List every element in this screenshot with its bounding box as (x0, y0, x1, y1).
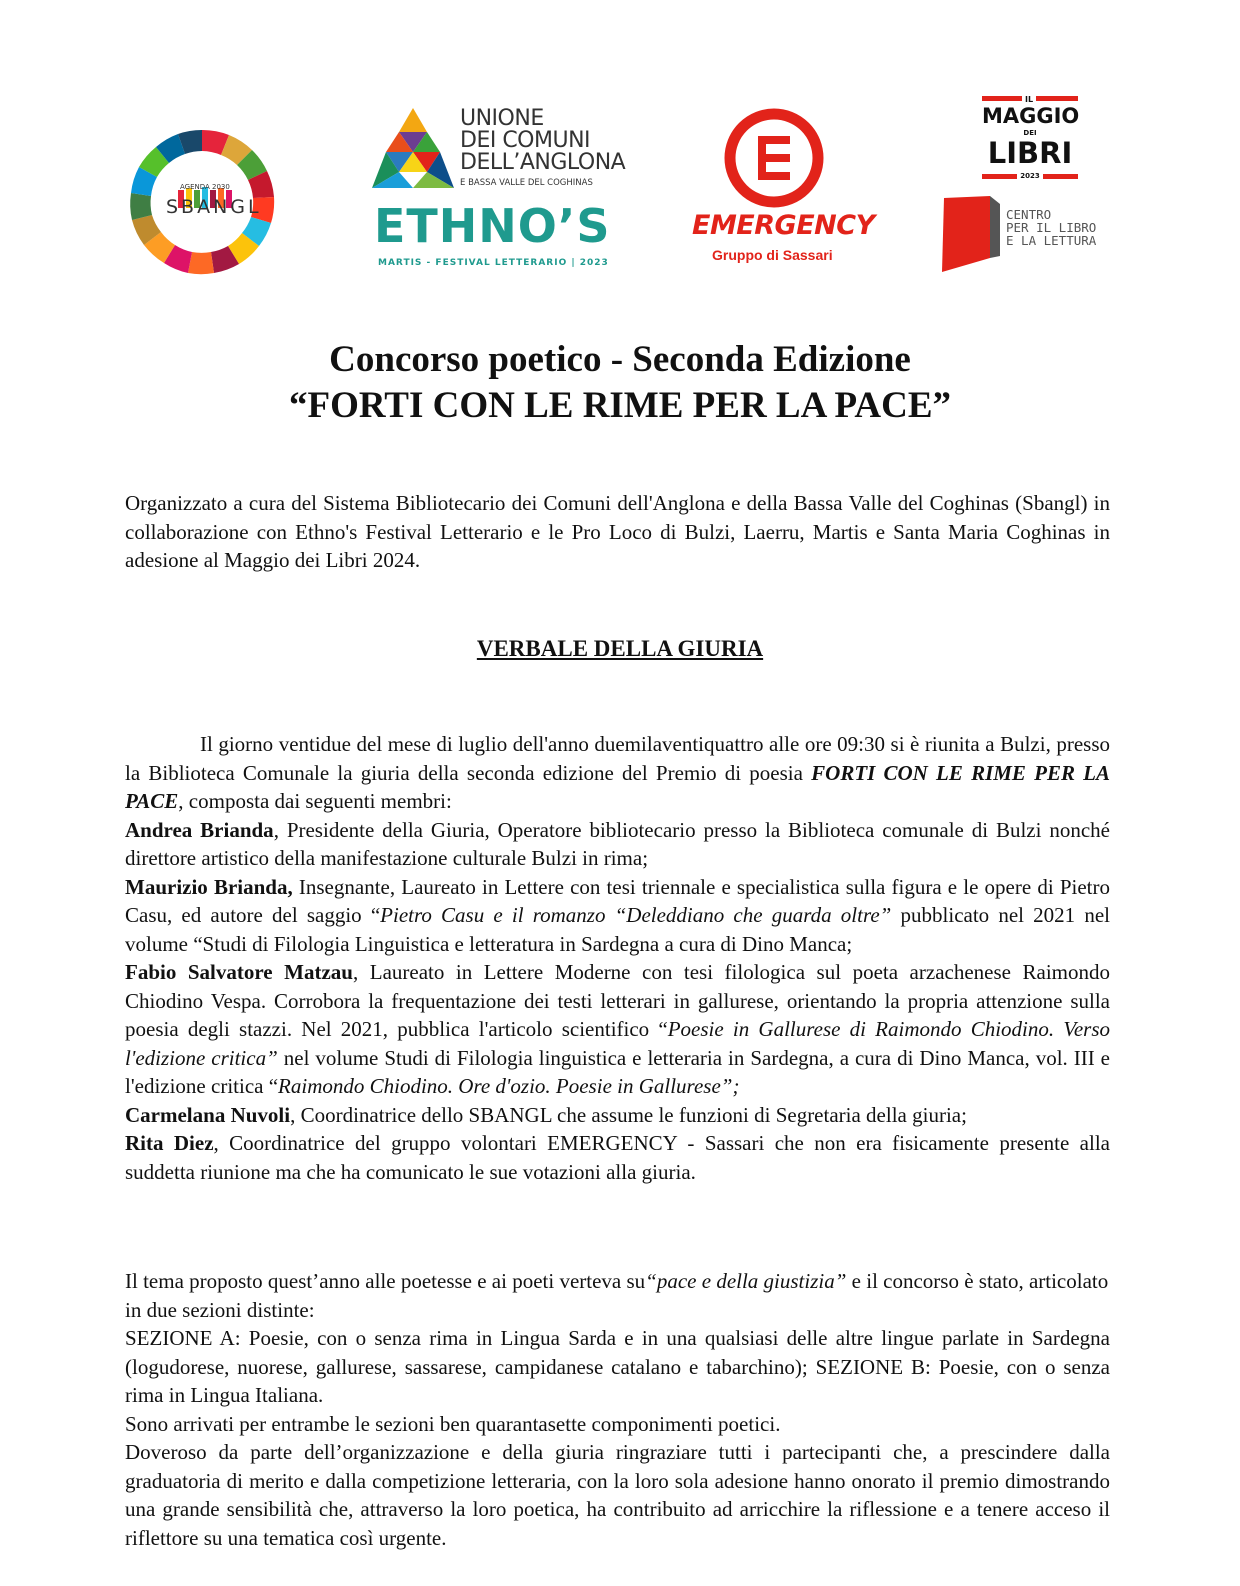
entries-count: Sono arrivati per entrambe le sezioni ben quarantasette componimenti poetici. (125, 1411, 781, 1436)
maggio-word: MAGGIO (982, 104, 1080, 128)
member-3-edition-title: Raimondo Chiodino. Ore d'ozio. Poesie in Gallurese”; (278, 1074, 740, 1098)
ethnos-logo (374, 199, 614, 272)
centro-line-1: CENTRO (1006, 207, 1052, 222)
maggio-year (982, 172, 1078, 180)
unione-line-2: DEI COMUNI (460, 128, 591, 153)
red-book-icon (940, 196, 1002, 272)
member-5-bio: , Coordinatrice del gruppo volontari EMERGENCY - Sassari che non era fisicamente presente alla suddetta riunione ma che ha comunicato le sue votazioni alla giuria. (125, 1131, 1110, 1184)
unione-line-1: UNIONE (460, 106, 544, 131)
member-3-bio-b: nel volume Studi di Filologia linguistica e letteraria in Sardegna, a cura di Dino Manca, vol. III e l'edizione critica “ (125, 1045, 1111, 1098)
theme-section (125, 1267, 1110, 1552)
maggio-year-text: 2023 (1017, 172, 1042, 180)
opening-text: Il giorno ventidue del mese di luglio dell'anno duemilaventiquattro alle ore 09:30 si è riunita a Bulzi, presso la Biblioteca Comunale la giuria della seconda edizione del Premio di poesia (125, 732, 1110, 785)
verbale-heading: VERBALE DELLA GIURIA (476, 636, 764, 661)
member-2-essay-title: Pietro Casu e il romanzo “Deleddiano che guarda oltre” (380, 903, 892, 927)
title-line-2: “FORTI CON LE RIME PER LA PACE” (288, 385, 951, 426)
sections-description: SEZIONE A: Poesie, con o senza rima in Lingua Sarda e in una qualsiasi delle altre lingue parlate in Sardegna (logudorese, nuorese, gallurese, sassarese, campidanese catalano e tabarchino); SEZIONE B: Poesie, con o senza rima in Lingua Italiana. (125, 1326, 1110, 1407)
member-2-name: Maurizio Brianda, (125, 874, 293, 899)
emergency-logo (686, 108, 875, 268)
maggio-il: IL (1022, 95, 1036, 104)
member-4-name: Carmelana Nuvoli (125, 1102, 291, 1127)
title-line-1: Concorso poetico - Seconda Edizione (329, 339, 911, 380)
unione-comuni-logo (372, 108, 632, 188)
member-3-article-title: Poesie in Gallurese di Raimondo Chiodino. Verso l'edizione critica” (125, 1017, 1110, 1070)
sbangl-label: SBANGL (166, 196, 262, 218)
member-1-name: Andrea Brianda (125, 817, 274, 842)
centro-libro-logo (940, 196, 1110, 276)
maggio-libri-logo (982, 96, 1078, 182)
emergency-subtitle: Gruppo di Sassari (712, 247, 833, 263)
verbale-body (125, 730, 1110, 1186)
member-5-name: Rita Diez (125, 1131, 214, 1155)
member-2-bio-a: Insegnante, Laureato in Lettere con tesi triennale e specialistica sulla figura e le opere di Pietro Casu, ed autore del saggio “ (125, 874, 1110, 927)
opening-text-end: , composta dai seguenti membri: (178, 789, 452, 813)
emergency-e-icon (686, 108, 862, 208)
emergency-wordmark: EMERGENCY (692, 210, 875, 241)
maggio-dei: DEI (1023, 129, 1037, 137)
ethnos-wordmark: ETHNO’S (374, 199, 611, 253)
unione-line-3: DELL’ANGLONA (460, 150, 626, 175)
triangle-mosaic-icon (372, 108, 454, 188)
member-1-bio: , Presidente della Giuria, Operatore bibliotecario presso la Biblioteca comunale di Bulzi nonché direttore artistico della manifestazione culturale Bulzi in rima; (125, 817, 1110, 870)
sbangl-logo (126, 128, 284, 276)
ethnos-subtitle: MARTIS - FESTIVAL LETTERARIO | 2023 (378, 258, 609, 268)
award-name: FORTI CON LE RIME PER LA PACE (125, 760, 1111, 813)
unione-line-4: E BASSA VALLE DEL COGHINAS (460, 178, 593, 188)
member-3-bio-a: , Laureato in Lettere Moderne con tesi filologica sul poeta arzachenese Raimondo Chiodino Vespa. Corrobora la frequentazione dei testi letterari in gallurese, orientando la propria attenzione sulla poesia degli stazzi. Nel 2021, pubblica l'articolo scientifico “ (125, 960, 1110, 1041)
member-4-bio: , Coordinatrice dello SBANGL che assume le funzioni di Segretaria della giuria; (290, 1102, 967, 1127)
theme-quote: “pace e della giustizia” (645, 1269, 847, 1293)
centro-line-2: PER IL LIBRO (1006, 220, 1097, 235)
member-2-bio-b: pubblicato nel 2021 nel volume “Studi di Filologia Linguistica e letteratura in Sardegna a cura di Dino Manca; (125, 903, 1110, 956)
maggio-libri: LIBRI (987, 136, 1073, 170)
agenda-2030-label: AGENDA 2030 (180, 183, 230, 191)
centro-line-3: E LA LETTURA (1006, 233, 1097, 248)
theme-text-b: e il concorso è stato, articolato in due sezioni distinte: (125, 1269, 1109, 1322)
intro-paragraph: Organizzato a cura del Sistema Bibliotecario dei Comuni dell'Anglona e della Bassa Valle del Coghinas (Sbangl) in collaborazione con Ethno's Festival Letterario e le Pro Loco di Bulzi, Laerru, Martis e Santa Maria Coghinas in adesione al Maggio dei Libri 2024. (125, 491, 1110, 572)
thanks-paragraph: Doveroso da parte dell’organizzazione e della giuria ringraziare tutti i partecipanti che, a prescindere dalla graduatoria di merito e dalla competizione letteraria, con la loro sola adesione hanno onorato il premio dimostrando una grande sensibilità che, attraverso la loro poetica, ha contribuito ad arricchire la riflessione e a tenere acceso il riflettore su una tematica così urgente. (125, 1440, 1110, 1550)
logo-strip (0, 90, 1240, 290)
member-3-name: Fabio Salvatore Matzau (125, 960, 353, 984)
theme-text-a: Il tema proposto quest’anno alle poetesse e ai poeti verteva su (125, 1269, 646, 1293)
